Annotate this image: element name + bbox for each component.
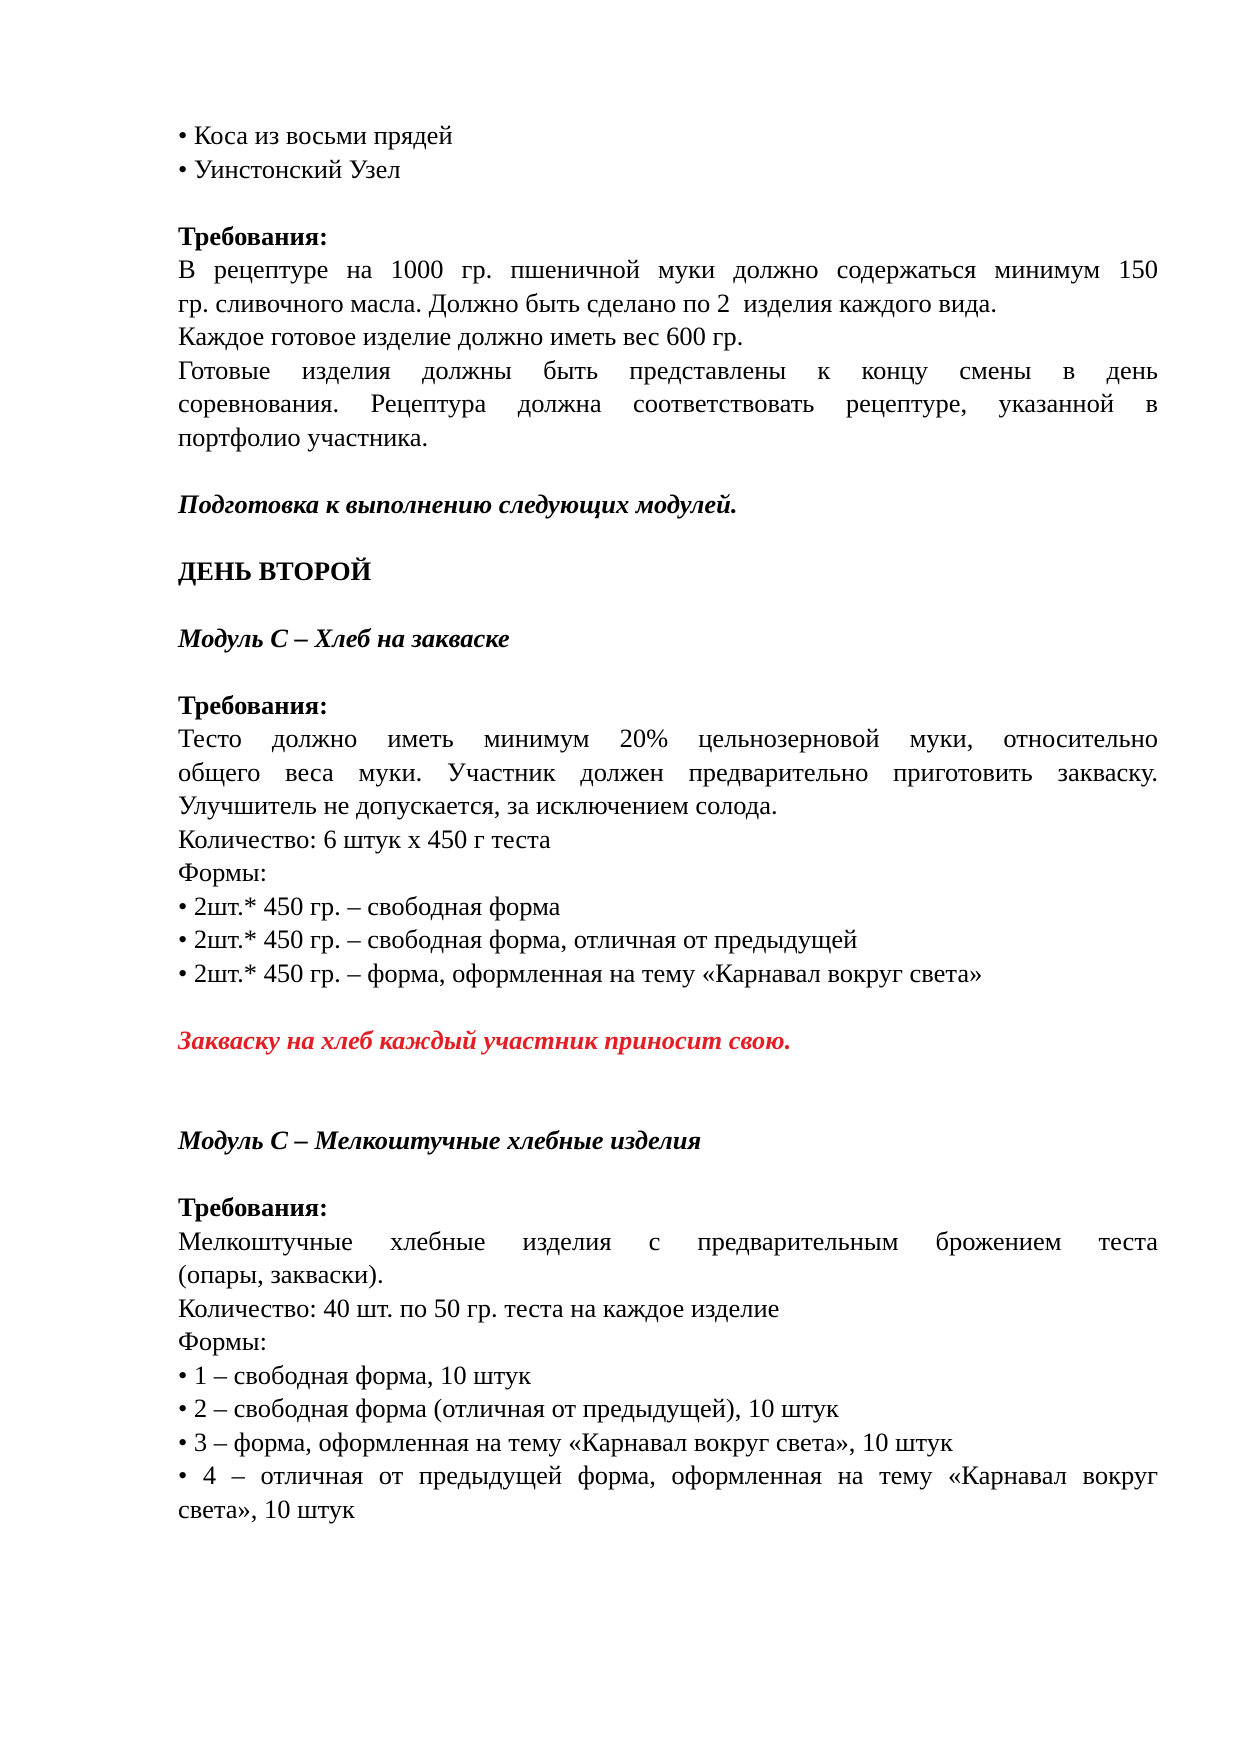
paragraph-line: Улучшитель не допускается, за исключением солода. (178, 790, 778, 820)
list-item: • 1 – свободная форма, 10 штук (178, 1359, 531, 1390)
paragraph-line: Готовые изделия должны быть представлены к концу смены в день (178, 354, 1158, 385)
paragraph-line: Тесто должно иметь минимум 20% цельнозерновой муки, относительно (178, 723, 1158, 753)
module-title: Модуль С – Хлеб на закваске (178, 622, 510, 653)
paragraph-line: (опары, закваски). (178, 1259, 384, 1289)
list-item: • 2шт.* 450 гр. – свободная форма (178, 890, 561, 921)
forms-label: Формы: (178, 857, 267, 887)
sourdough-note: Закваску на хлеб каждый участник приносит свою. (178, 1024, 792, 1055)
paragraph-line: гр. сливочного масла. Должно быть сделано по 2 изделия каждого вида. (178, 287, 997, 318)
forms-label: Формы: (178, 1326, 267, 1356)
paragraph-line: Каждое готовое изделие должно иметь вес 600 гр. (178, 321, 744, 351)
list-item: • Коса из восьми прядей (178, 120, 453, 150)
list-item: • 2шт.* 450 гр. – свободная форма, отличная от предыдущей (178, 924, 858, 954)
paragraph-line: соревнования. Рецептура должна соответствовать рецептуре, указанной в (178, 388, 1158, 418)
paragraph-line: общего веса муки. Участник должен предварительно приготовить закваску. (178, 756, 1158, 787)
requirements-heading: Требования: (178, 689, 328, 720)
list-item: • 2 – свободная форма (отличная от предыдущей), 10 штук (178, 1393, 839, 1423)
list-item: • 4 – отличная от предыдущей форма, оформленная на тему «Карнавал вокруг (178, 1460, 1158, 1490)
quantity-line: Количество: 6 штук х 450 г теста (178, 823, 551, 854)
prep-note: Подготовка к выполнению следующих модулей. (178, 488, 738, 519)
paragraph-line: портфолио участника. (178, 421, 429, 452)
module-title: Модуль С – Мелкоштучные хлебные изделия (178, 1125, 702, 1155)
day-two-heading: ДЕНЬ ВТОРОЙ (178, 555, 372, 586)
quantity-line: Количество: 40 шт. по 50 гр. теста на каждое изделие (178, 1292, 780, 1323)
list-item: • Уинстонский Узел (178, 153, 401, 184)
document-body (178, 119, 1158, 1526)
requirements-heading: Требования: (178, 220, 328, 251)
list-item: • 2шт.* 450 гр. – форма, оформленная на тему «Карнавал вокруг света» (178, 957, 983, 988)
list-item-continuation: света», 10 штук (178, 1493, 355, 1524)
paragraph-line: В рецептуре на 1000 гр. пшеничной муки должно содержаться минимум 150 (178, 254, 1158, 284)
requirements-heading: Требования: (178, 1192, 328, 1222)
list-item: • 3 – форма, оформленная на тему «Карнавал вокруг света», 10 штук (178, 1426, 953, 1457)
paragraph-line: Мелкоштучные хлебные изделия с предварительным брожением теста (178, 1225, 1158, 1256)
